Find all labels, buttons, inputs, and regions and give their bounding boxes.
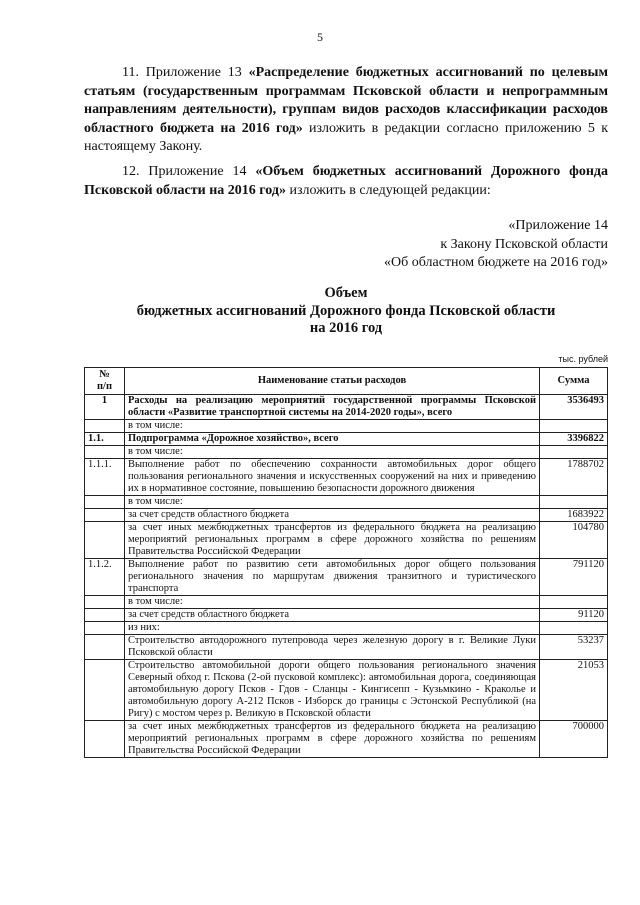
row-amount: 700000 bbox=[540, 721, 608, 758]
row-number bbox=[85, 721, 125, 758]
row-number: 1.1. bbox=[85, 433, 125, 446]
paragraph-12 bbox=[84, 163, 608, 200]
row-number: 1.1.2. bbox=[85, 559, 125, 596]
row-amount: 53237 bbox=[540, 635, 608, 660]
row-name: за счет средств областного бюджета bbox=[125, 509, 540, 522]
row-name: за счет иных межбюджетных трансфертов из федерального бюджета на реализацию мероприятий региональных программ в сфере дорожного хозяйства по решениям Правительства Российской Федерации bbox=[125, 522, 540, 559]
table-row bbox=[85, 559, 608, 596]
title-line-1: Объем bbox=[324, 285, 368, 301]
row-number: 1 bbox=[85, 395, 125, 420]
row-amount: 1683922 bbox=[540, 509, 608, 522]
table-row bbox=[85, 609, 608, 622]
paragraph-12-suffix: изложить в следующей редакции: bbox=[285, 182, 491, 198]
row-name: Расходы на реализацию мероприятий государственной программы Псковской области «Развитие транспортной системы на 2014-2020 годы», всего bbox=[125, 395, 540, 420]
paragraph-11-title: «Распределение бюджетных ассигнований по целевым статьям (государственным программам Псковской области и непрограммным направлениям деятельности), группам видов расходов классификации расходов областного бюджета на 2016 год» bbox=[84, 65, 609, 136]
paragraph-12-title: «Объем бюджетных ассигнований Дорожного фонда Псковской области на 2016 год» bbox=[84, 164, 608, 198]
row-amount: 1788702 bbox=[540, 459, 608, 496]
paragraph-11-prefix: 11. Приложение 13 bbox=[122, 65, 249, 80]
table-header-row bbox=[85, 368, 608, 395]
table-row bbox=[85, 509, 608, 522]
row-name: за счет иных межбюджетных трансфертов из федерального бюджета на реализацию мероприятий региональных программ в сфере дорожного хозяйства по решениям Правительства Российской Федерации bbox=[125, 721, 540, 758]
row-name: Выполнение работ по развитию сети автомобильных дорог общего пользования регионального значения по маршрутам движения транзитного и туристического транспорта bbox=[125, 559, 540, 596]
title-line-2: бюджетных ассигнований Дорожного фонда Псковской области bbox=[136, 302, 556, 319]
row-amount: 91120 bbox=[540, 609, 608, 622]
table-row bbox=[85, 721, 608, 758]
table-row bbox=[85, 635, 608, 660]
header-name: Наименование статьи расходов bbox=[125, 368, 540, 395]
row-number bbox=[85, 596, 125, 609]
table-row bbox=[85, 522, 608, 559]
row-amount bbox=[540, 420, 608, 433]
row-name: из них: bbox=[125, 622, 540, 635]
row-name: в том числе: bbox=[125, 496, 540, 509]
row-amount: 791120 bbox=[540, 559, 608, 596]
page-number: 5 bbox=[317, 30, 323, 44]
paragraph-12-prefix: 12. Приложение 14 bbox=[122, 164, 256, 179]
row-name: Выполнение работ по обеспечению сохранности автомобильных дорог общего пользования регионального значения и искусственных сооружений на них и приведению их в нормативное состояние, повышению безопасности дорожного движения bbox=[125, 459, 540, 496]
row-number bbox=[85, 446, 125, 459]
table-row bbox=[85, 433, 608, 446]
table-row bbox=[85, 459, 608, 496]
row-name: в том числе: bbox=[125, 596, 540, 609]
table-row bbox=[85, 395, 608, 420]
row-amount bbox=[540, 596, 608, 609]
table-row bbox=[85, 446, 608, 459]
row-amount: 104780 bbox=[540, 522, 608, 559]
appendix-line-1: «Приложение 14 bbox=[508, 218, 608, 233]
document-title bbox=[84, 285, 608, 338]
row-number bbox=[85, 509, 125, 522]
paragraph-11-suffix: изложить в редакции согласно приложению 5 к настоящему Закону. bbox=[84, 120, 608, 154]
table-row bbox=[85, 596, 608, 609]
row-amount bbox=[540, 496, 608, 509]
budget-table bbox=[84, 367, 608, 758]
row-amount: 3536493 bbox=[540, 395, 608, 420]
row-name: Подпрограмма «Дорожное хозяйство», всего bbox=[125, 433, 540, 446]
table-row bbox=[85, 420, 608, 433]
row-number bbox=[85, 420, 125, 433]
appendix-line-2: к Закону Псковской области bbox=[440, 236, 608, 252]
appendix-header bbox=[384, 217, 608, 273]
row-name: в том числе: bbox=[125, 420, 540, 433]
table-row bbox=[85, 496, 608, 509]
row-number bbox=[85, 622, 125, 635]
row-number bbox=[85, 522, 125, 559]
row-number bbox=[85, 496, 125, 509]
table-row bbox=[85, 660, 608, 721]
row-name: за счет средств областного бюджета bbox=[125, 609, 540, 622]
table-row bbox=[85, 622, 608, 635]
row-number: 1.1.1. bbox=[85, 459, 125, 496]
title-line-3: на 2016 год bbox=[309, 320, 383, 336]
header-num: № п/п bbox=[85, 368, 125, 395]
row-amount bbox=[540, 622, 608, 635]
row-name: в том числе: bbox=[125, 446, 540, 459]
row-name: Строительство автомобильной дороги общего пользования регионального значения Северный обход г. Пскова (2-ой пусковой комплекс): автомобильная дорога, соединяющая автомобильную дорогу Псков - Гдов - Сланцы - Кингисепп - Кузьмкино - Краколье и автомобильную дорогу А-212 Псков - Изборск до границы с Эстонской Республикой (на Ригу) с мостом через р. Великую в Псковской области bbox=[125, 660, 540, 721]
row-number bbox=[85, 609, 125, 622]
row-amount: 21053 bbox=[540, 660, 608, 721]
row-amount bbox=[540, 446, 608, 459]
paragraph-11 bbox=[84, 64, 608, 157]
units-label: тыс. рублей bbox=[558, 354, 608, 364]
row-number bbox=[85, 660, 125, 721]
row-number bbox=[85, 635, 125, 660]
appendix-line-3: «Об областном бюджете на 2016 год» bbox=[384, 255, 608, 270]
row-amount: 3396822 bbox=[540, 433, 608, 446]
header-amount: Сумма bbox=[540, 368, 608, 395]
row-name: Строительство автодорожного путепровода через железную дорогу в г. Великие Луки Псковской области bbox=[125, 635, 540, 660]
